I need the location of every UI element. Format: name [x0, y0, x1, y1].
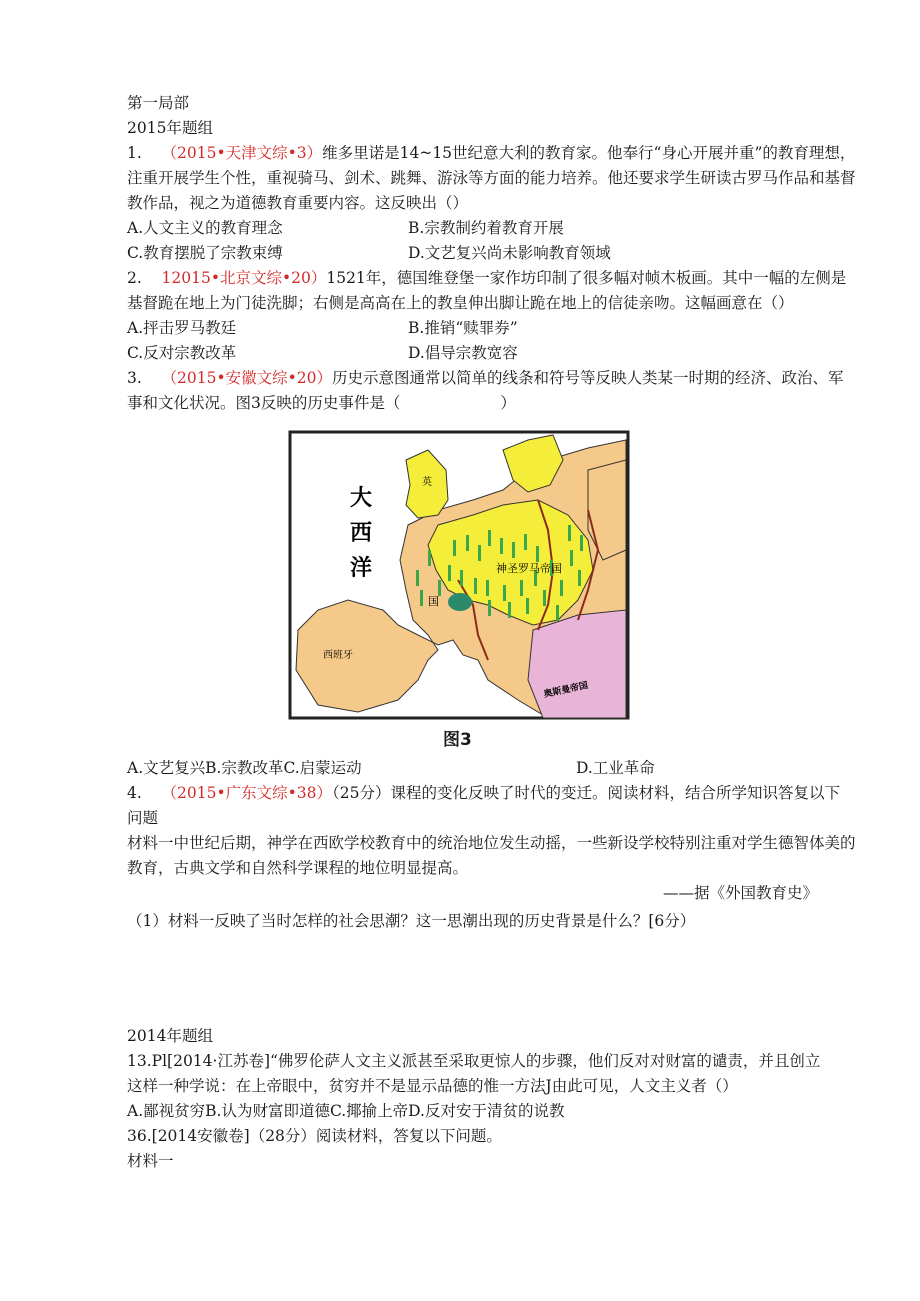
reformation-mark [478, 545, 481, 561]
historical-map-figure [288, 430, 630, 720]
hre-label: 神圣罗马帝国 [496, 562, 562, 575]
reformation-mark [453, 540, 456, 556]
question-4-line-1 [127, 783, 840, 803]
reformation-mark [420, 590, 423, 606]
question-2-line-2: 基督跪在地上为门徒洗脚；右侧是高高在上的教皇伸出脚让跪在地上的信徒亲吻。这幅画意在（） [127, 294, 794, 312]
reformation-mark [578, 570, 581, 586]
reformation-mark [543, 590, 546, 606]
question-36-material-1: 材料一 [127, 1152, 174, 1170]
question-36-line-1: 36.[2014安徽卷]（28分）阅读材料，答复以下问题。 [127, 1127, 502, 1145]
question-3-line-2 [127, 393, 516, 413]
question-13-line-1: 13.Pl[2014·江苏卷]“佛罗伦萨人文主义派甚至采取更惊人的步骤，他们反对对财富的谴责，并且创立 [127, 1052, 821, 1070]
question-13-line-2: 这样一种学说：在上帝眼中，贫穷并不是显示品德的惟一方法J由此可见，人文主义者（） [127, 1077, 738, 1095]
question-1-line-3: 教作品，视之为道德教育重要内容。这反映出（） [127, 194, 469, 212]
reformation-mark [556, 605, 559, 621]
question-1-option-c: C.教育摆脱了宗教束缚 [127, 244, 283, 262]
reformation-mark [512, 542, 515, 558]
part-title: 第一局部 [127, 94, 190, 112]
question-1-line-1 [127, 143, 855, 163]
question-1-source: （2015•天津文综•3） [161, 144, 323, 162]
ocean-label-3: 洋 [350, 556, 373, 581]
reformation-mark [568, 525, 571, 541]
reformation-mark [428, 550, 431, 566]
question-4-line-2: 问题 [127, 809, 159, 827]
reformation-mark [570, 550, 573, 566]
reformation-mark [560, 580, 563, 596]
reformation-mark [486, 580, 489, 596]
material-1-line-2: 教育，古典文学和自然科学课程的地位明显提高。 [127, 859, 469, 877]
material-citation: ——据《外国教育史》 [663, 884, 819, 902]
figure-label: 图3 [443, 730, 472, 750]
question-3-source: （2015•安徽文综•20） [161, 369, 332, 387]
reformation-mark [474, 578, 477, 594]
france-label: 国 [428, 595, 439, 608]
question-4-sub-1: （1）材料一反映了当时怎样的社会思潮？这一思潮出现的历史背景是什么？[6分） [127, 912, 696, 930]
reformation-mark [503, 585, 506, 601]
question-3-text-2-end: ） [500, 394, 516, 412]
question-1-option-d: D.文艺复兴尚未影响教育领域 [408, 244, 611, 262]
question-1-line-2: 注重开展学生个性，重视骑马、剑术、跳舞、游泳等方面的能力培养。他还要求学生研读古罗马作品和基督 [127, 169, 856, 187]
reformation-mark [460, 570, 463, 586]
question-2-option-c: C.反对宗教改革 [127, 344, 237, 362]
question-3-text-2: 事和文化状况。图3反映的历史事件是（ [127, 394, 401, 412]
reformation-mark [416, 570, 419, 586]
material-1-line-1: 材料一中世纪后期，神学在西欧学校教育中的统治地位发生动摇，一些新设学校特别注重对学生德智体美的 [127, 834, 856, 852]
reformation-mark [508, 602, 511, 618]
question-1-text-1: 维多里诺是14~15世纪意大利的教育家。他奉行“身心开展并重”的教育理想， [322, 144, 856, 162]
ocean-label-2: 西 [350, 521, 373, 546]
question-3-line-1 [127, 368, 844, 388]
reformation-mark [580, 535, 583, 551]
question-2-option-a: A.抨击罗马教廷 [127, 319, 237, 337]
reformation-mark [526, 598, 529, 614]
ocean-label-1: 大 [350, 486, 373, 511]
question-2-text-1: 1521年，德国维登堡一家作坊印制了很多幅对帧木板画。其中一幅的左侧是 [326, 269, 847, 287]
question-2-line-1 [127, 268, 846, 288]
reformation-mark [448, 565, 451, 581]
reformation-mark [500, 538, 503, 554]
question-2-option-d: D.倡导宗教宽容 [408, 344, 518, 362]
group-2015-heading: 2015年题组 [127, 119, 213, 137]
reformation-mark [488, 530, 491, 546]
question-4-text-1: （25分）课程的变化反映了时代的变迁。阅读材料，结合所学知识答复以下 [331, 784, 840, 802]
question-3-option-d: D.工业革命 [576, 759, 655, 777]
question-3-text-1: 历史示意图通常以简单的线条和符号等反映人类某一时期的经济、政治、军 [331, 369, 844, 387]
reformation-mark [438, 580, 441, 596]
reformation-mark [536, 546, 539, 562]
question-2-option-b: B.推销“赎罪券” [408, 319, 518, 337]
question-13-options: A.鄙视贫穷B.认为财富即道德C.揶揄上帝D.反对安于清贫的说教 [127, 1102, 565, 1120]
ottoman-label: 奥斯曼帝国 [542, 680, 590, 701]
reformation-mark [488, 600, 491, 616]
reformation-mark [520, 580, 523, 596]
reformation-mark [466, 535, 469, 551]
group-2014-heading: 2014年题组 [127, 1027, 213, 1045]
question-1-number: 1. [127, 144, 142, 162]
england-label: 英 [422, 477, 432, 488]
question-4-source: （2015•广东文综•38） [161, 784, 332, 802]
question-3-options-abc: A.文艺复兴B.宗教改革C.启蒙运动 [127, 759, 362, 777]
question-2-source: 12015•北京文综•20） [161, 269, 327, 287]
question-4-number: 4. [127, 784, 142, 802]
europe-map [288, 430, 630, 720]
swiss-region [448, 593, 472, 611]
question-1-option-a: A.人文主义的教育理念 [127, 219, 283, 237]
question-1-option-b: B.宗教制约着教育开展 [408, 219, 564, 237]
spain-label: 西班牙 [323, 650, 353, 661]
question-3-number: 3. [127, 369, 142, 387]
question-2-number: 2. [127, 269, 142, 287]
reformation-mark [524, 534, 527, 550]
